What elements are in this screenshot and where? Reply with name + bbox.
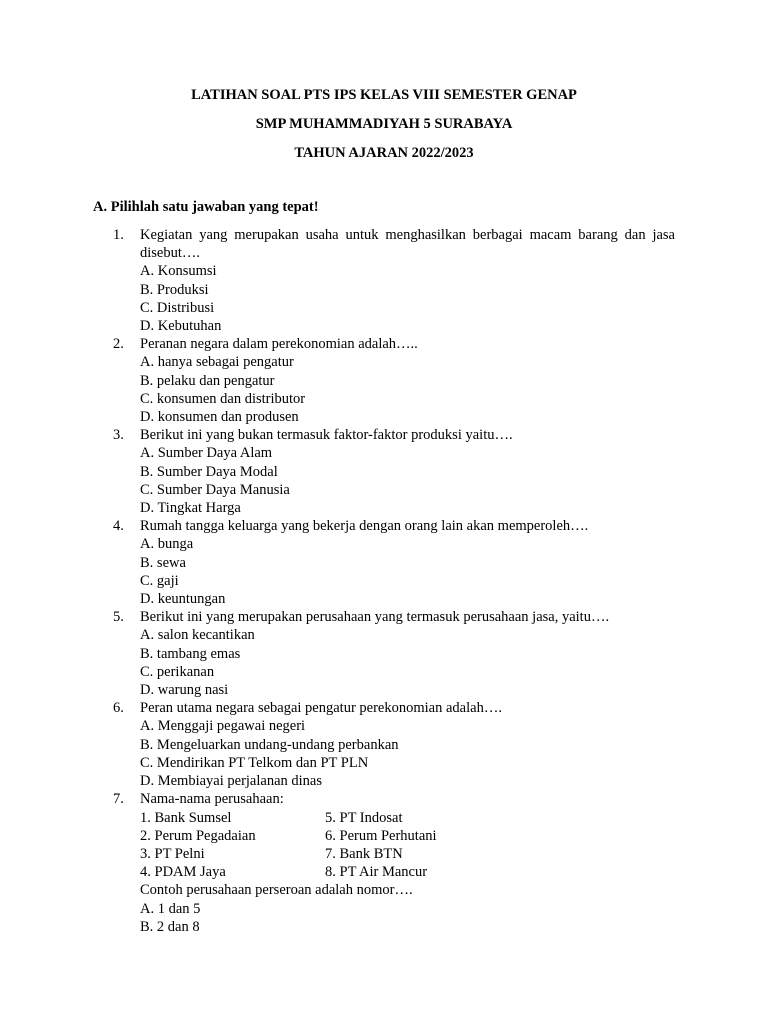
option-c: C. gaji <box>140 572 179 589</box>
company-item: 3. PT Pelni <box>140 845 205 862</box>
company-row <box>140 809 675 827</box>
question-4 <box>113 517 675 608</box>
question-number: 4. <box>113 518 124 535</box>
option-b: B. pelaku dan pengatur <box>140 372 275 389</box>
question-text: Nama-nama perusahaan: <box>140 791 284 808</box>
company-row <box>140 863 675 881</box>
option-a: A. salon kecantikan <box>140 627 255 644</box>
option-b: B. 2 dan 8 <box>140 918 200 935</box>
question-number: 2. <box>113 336 124 353</box>
question-text: Peranan negara dalam perekonomian adalah….. <box>140 336 418 353</box>
header-year: TAHUN AJARAN 2022/2023 <box>294 145 474 161</box>
option-b: B. Sumber Daya Modal <box>140 463 278 480</box>
question-6 <box>113 699 675 790</box>
question-text: Berikut ini yang merupakan perusahaan yang termasuk perusahaan jasa, yaitu…. <box>140 609 610 626</box>
question-number: 3. <box>113 427 124 444</box>
question-text: Rumah tangga keluarga yang bekerja dengan orang lain akan memperoleh…. <box>140 518 589 535</box>
option-a: A. Konsumsi <box>140 263 217 280</box>
option-b: B. Produksi <box>140 281 209 298</box>
option-b: B. tambang emas <box>140 645 241 662</box>
option-c: C. Sumber Daya Manusia <box>140 481 290 498</box>
option-a: A. 1 dan 5 <box>140 900 201 917</box>
company-item: 7. Bank BTN <box>325 845 403 862</box>
question-prompt: Contoh perusahaan perseroan adalah nomor…. <box>140 882 413 899</box>
document-header <box>0 86 768 173</box>
question-text: Peran utama negara sebagai pengatur perekonomian adalah…. <box>140 700 502 717</box>
header-school: SMP MUHAMMADIYAH 5 SURABAYA <box>255 116 513 132</box>
question-number: 5. <box>113 609 124 626</box>
question-5 <box>113 608 675 699</box>
company-row <box>140 845 675 863</box>
question-number: 6. <box>113 700 124 717</box>
option-c: C. konsumen dan distributor <box>140 390 306 407</box>
option-d: D. Membiayai perjalanan dinas <box>140 773 322 790</box>
option-a: A. Sumber Daya Alam <box>140 445 273 462</box>
question-3 <box>113 426 675 517</box>
option-b: B. sewa <box>140 554 186 571</box>
header-title: LATIHAN SOAL PTS IPS KELAS VIII SEMESTER GENAP <box>191 87 577 103</box>
company-item: 6. Perum Perhutani <box>325 827 437 844</box>
option-c: C. Mendirikan PT Telkom dan PT PLN <box>140 754 369 771</box>
question-text: Berikut ini yang bukan termasuk faktor-faktor produksi yaitu…. <box>140 427 513 444</box>
company-item: 2. Perum Pegadaian <box>140 827 256 844</box>
option-a: A. Menggaji pegawai negeri <box>140 718 306 735</box>
question-7 <box>113 790 675 936</box>
option-d: D. keuntungan <box>140 591 226 608</box>
company-row <box>140 827 675 845</box>
option-c: C. Distribusi <box>140 299 215 316</box>
question-1 <box>113 226 675 335</box>
option-d: D. Kebutuhan <box>140 318 222 335</box>
company-item: 4. PDAM Jaya <box>140 864 226 881</box>
option-c: C. perikanan <box>140 663 215 680</box>
question-list <box>113 226 675 936</box>
section-a-title: A. Pilihlah satu jawaban yang tepat! <box>93 199 319 215</box>
question-text: Kegiatan yang merupakan usaha untuk menghasilkan berbagai macam barang dan jasa disebut…. <box>140 227 675 262</box>
question-number: 1. <box>113 227 124 243</box>
question-number: 7. <box>113 791 124 808</box>
option-a: A. hanya sebagai pengatur <box>140 354 294 371</box>
option-b: B. Mengeluarkan undang-undang perbankan <box>140 736 399 753</box>
option-a: A. bunga <box>140 536 194 553</box>
question-2 <box>113 335 675 426</box>
company-item: 1. Bank Sumsel <box>140 809 232 826</box>
company-item: 5. PT Indosat <box>325 809 403 826</box>
option-d: D. Tingkat Harga <box>140 500 241 517</box>
company-item: 8. PT Air Mancur <box>325 864 428 881</box>
option-d: D. warung nasi <box>140 682 229 699</box>
option-d: D. konsumen dan produsen <box>140 409 299 426</box>
